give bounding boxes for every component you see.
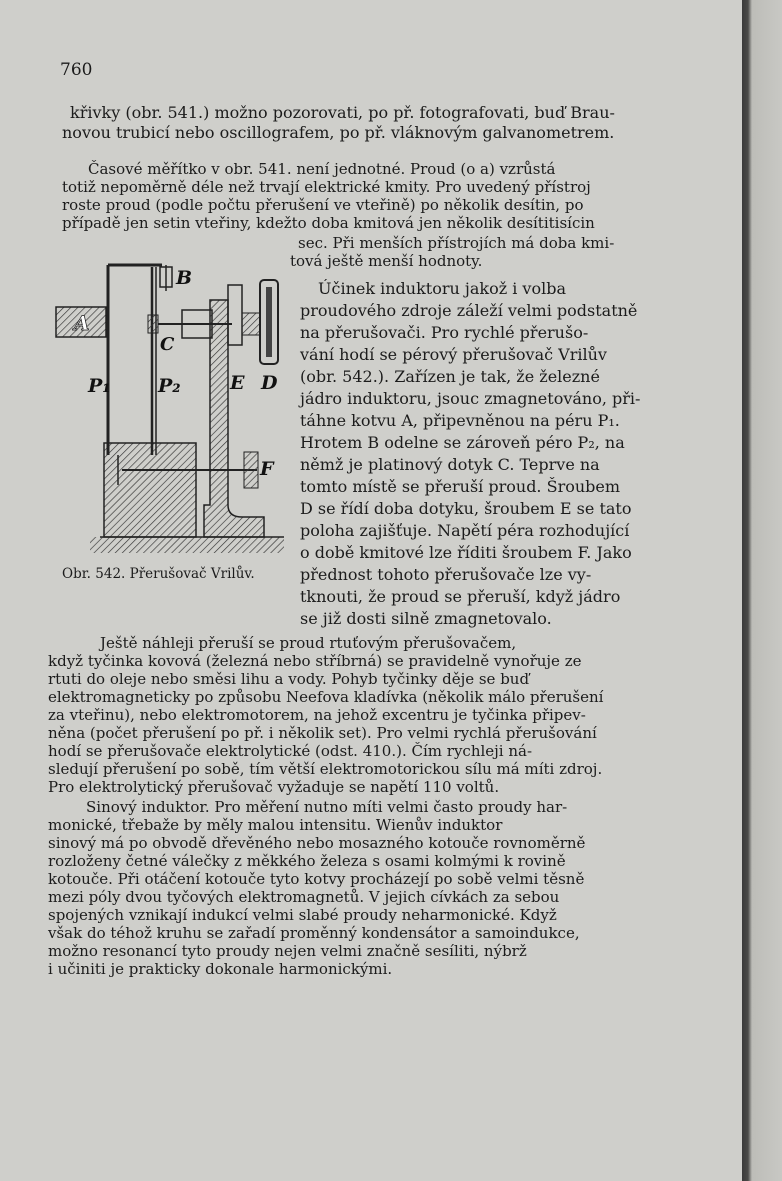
text-line: tomto místě se přeruší proud. Šroubem xyxy=(300,477,621,496)
text-line: poloha zajišťuje. Napětí péra rozhodující xyxy=(300,521,630,540)
text-line: něna (počet přerušení po př. i několik set). Pro velmi rychlá přerušování xyxy=(48,724,597,742)
text-line: elektromagneticky po způsobu Neefova kladívka (několik málo přerušení xyxy=(48,688,604,706)
label-A: A xyxy=(74,311,90,335)
text-line: na přerušovači. Pro rychlé přerušo- xyxy=(300,323,589,342)
text-line: sledují přerušení po sobě, tím větší elektromotorickou sílu má míti zdroj. xyxy=(48,760,603,778)
text-line: i učiniti je prakticky dokonale harmonickými. xyxy=(48,960,393,978)
ground-hatch xyxy=(90,537,284,553)
text-line: Sinový induktor. Pro měření nutno míti velmi často proudy har- xyxy=(86,798,568,816)
text-line: rozloženy četné válečky z měkkého železa s osami kolmými k rovině xyxy=(48,852,566,870)
label-E: E xyxy=(230,372,245,394)
label-P2: P₂ xyxy=(158,375,181,397)
text-line: vání hodí se pérový přerušovač Vrilův xyxy=(300,345,607,364)
bracket xyxy=(204,300,264,537)
text-line: sinový má po obvodě dřevěného nebo mosazného kotouče rovnoměrně xyxy=(48,834,586,852)
figure-caption: Obr. 542. Přerušovač Vrilův. xyxy=(62,566,255,582)
interrupter-figure xyxy=(52,255,297,575)
text-line: když tyčinka kovová (železná nebo stříbrná) se pravidelně vynořuje ze xyxy=(48,652,582,670)
text-line: tknouti, že proud se přeruší, když jádro xyxy=(300,587,621,606)
text-line: spojených vznikají indukcí velmi slabé proudy neharmonické. Když xyxy=(48,906,557,924)
text-line: němž je platinový dotyk C. Teprve na xyxy=(300,455,600,474)
text-line: (obr. 542.). Zařízen je tak, že železné xyxy=(300,367,600,386)
text-line: Pro elektrolytický přerušovač vyžaduje se napětí 110 voltů. xyxy=(48,778,500,796)
text-line: křivky (obr. 541.) možno pozorovati, po př. fotografovati, buď Brau- xyxy=(70,103,615,122)
text-line: Hrotem B odelne se zároveň péro P₂, na xyxy=(300,433,625,452)
text-line: proudového zdroje záleží velmi podstatně xyxy=(300,301,638,320)
label-P1: P₁ xyxy=(88,375,111,397)
text-line: se již dosti silně zmagnetovalo. xyxy=(300,609,552,628)
page-number: 760 xyxy=(60,60,93,80)
text-line: roste proud (podle počtu přerušení ve vteřině) po několik desítin, po xyxy=(62,196,584,214)
text-line: kotouče. Při otáčení kotouče tyto kotvy procházejí po sobě velmi těsně xyxy=(48,870,585,888)
text-line: za vteřinu), nebo elektromotorem, na jehož excentru je tyčinka připev- xyxy=(48,706,586,724)
label-D: D xyxy=(261,372,278,394)
text-line: rtuti do oleje nebo směsi lihu a vody. Pohyb tyčinky děje se buď xyxy=(48,670,530,688)
text-line: přednost tohoto přerušovače lze vy- xyxy=(300,565,592,584)
text-line: o době kmitové lze říditi šroubem F. Jako xyxy=(300,543,632,562)
text-line: táhne kotvu A, připevněnou na péru P₁. xyxy=(300,411,620,430)
text-line: případě jen setin vteřiny, kdežto doba kmitová jen několik desítitisícin xyxy=(62,214,595,232)
text-line: hodí se přerušovače elektrolytické (odst. 410.). Čím rychleji ná- xyxy=(48,742,533,760)
text-line: jádro induktoru, jsouc zmagnetováno, při- xyxy=(300,389,641,408)
text-line: totiž nepoměrně déle než trvají elektrické kmity. Pro uvedený přístroj xyxy=(62,178,591,196)
text-line: však do téhož kruhu se zařadí proměnný kondensátor a samoindukce, xyxy=(48,924,580,942)
text-line: Ještě náhleji přeruší se proud rtuťovým přerušovačem, xyxy=(100,634,517,652)
text-line: možno resonancí tyto proudy nejen velmi značně sesíliti, nýbrž xyxy=(48,942,527,960)
text-line: novou trubicí nebo oscillografem, po př. vláknovým galvanometrem. xyxy=(62,123,615,142)
text-line: monické, třebaže by měly malou intensitu. Wienův induktor xyxy=(48,816,503,834)
label-B: B xyxy=(176,267,193,289)
text-line: mezi póly dvou tyčových elektromagnetů. V jejich cívkách za sebou xyxy=(48,888,560,906)
text-line: sec. Při menších přístrojích má doba kmi- xyxy=(298,234,615,252)
page-gutter xyxy=(742,0,782,1181)
text-line: D se řídí doba dotyku, šroubem E se tato xyxy=(300,499,632,518)
label-C: C xyxy=(160,334,175,355)
text-line: Účinek induktoru jakož i volba xyxy=(318,279,566,298)
text-line: tová ještě menší hodnoty. xyxy=(290,252,483,270)
label-F: F xyxy=(260,458,274,480)
text-line: Časové měřítko v obr. 541. není jednotné. Proud (o a) vzrůstá xyxy=(88,160,556,178)
